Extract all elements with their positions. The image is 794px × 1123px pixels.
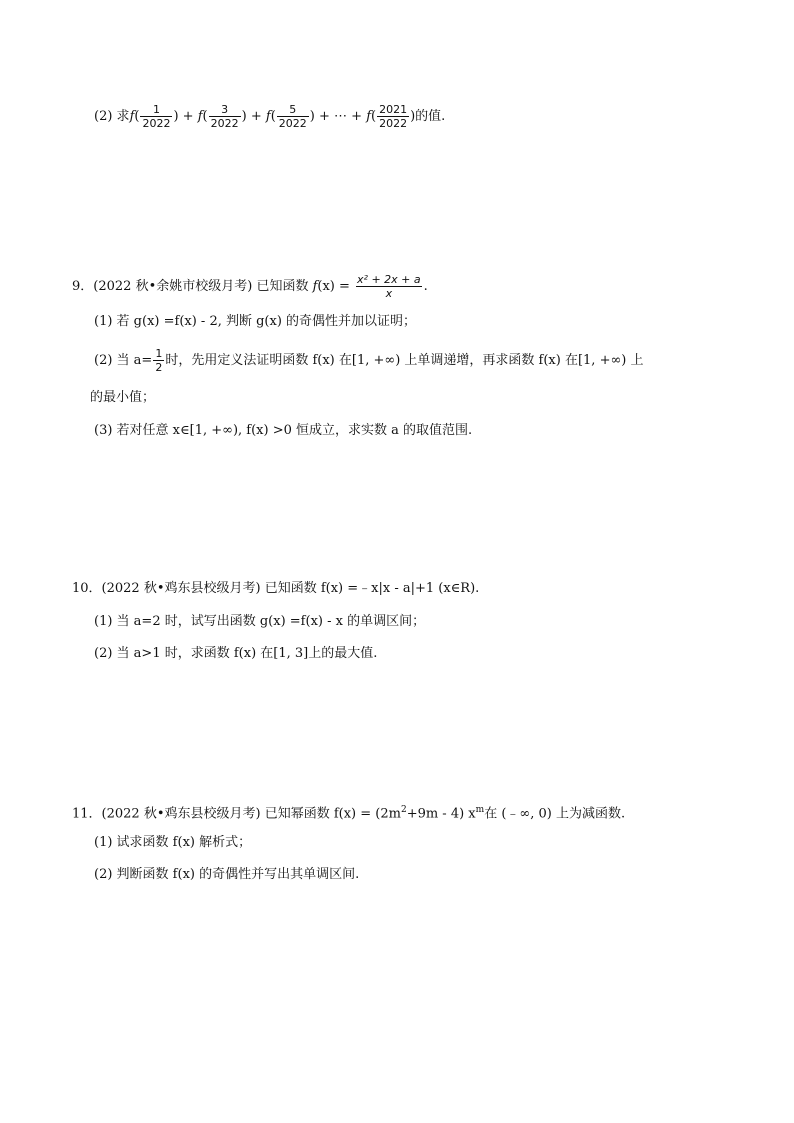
exponent: m bbox=[475, 805, 485, 815]
q8-part2 bbox=[94, 102, 445, 132]
numerator: 1 bbox=[155, 347, 163, 360]
paren: ( bbox=[202, 109, 208, 124]
q9-part2-cont: 的最小值； bbox=[90, 390, 156, 405]
fraction-1 bbox=[140, 103, 172, 130]
denominator: 2022 bbox=[142, 117, 171, 130]
paren: ) bbox=[309, 109, 315, 124]
fraction-3 bbox=[277, 103, 309, 130]
q10-stem: 10．(2022 秋•鸡东县校级月考) 已知函数 f(x) =﹣x|x - a|+1 (x∈R). bbox=[72, 581, 480, 596]
q11-stem-a: 11．(2022 秋•鸡东县校级月考) 已知幂函数 f(x) = (2m bbox=[72, 806, 401, 822]
q8-part2-prefix: (2) 求 bbox=[94, 109, 130, 124]
numerator: 1 bbox=[152, 103, 160, 116]
period: . bbox=[423, 279, 428, 294]
paren: ) bbox=[410, 109, 416, 124]
fraction-2 bbox=[209, 103, 241, 130]
paren: ( bbox=[134, 109, 140, 124]
denominator: x bbox=[356, 286, 422, 300]
q11-part1: (1) 试求函数 f(x) 解析式； bbox=[94, 835, 252, 850]
numerator: x² + 2x + a bbox=[357, 273, 421, 286]
question-number: 9． bbox=[72, 279, 94, 294]
denominator: 2022 bbox=[278, 117, 307, 130]
q9-part2 bbox=[94, 346, 644, 376]
q9-stem bbox=[72, 272, 428, 302]
denominator: 2 bbox=[155, 361, 163, 374]
q9-part2-b: 时，先用定义法证明函数 f(x) 在[1, +∞) 上单调递增，再求函数 f(x) 在[1, +∞) 上 bbox=[165, 353, 644, 368]
q11-stem-c: 在 (﹣∞, 0) 上为减函数. bbox=[484, 806, 626, 822]
question-source: (2022 秋•余姚市校级月考) 已知函数 bbox=[93, 279, 313, 294]
q10-part2: (2) 当 a>1 时，求函数 f(x) 在[1, 3]上的最大值. bbox=[94, 646, 378, 661]
q11-stem-b: +9m - 4) x bbox=[406, 806, 476, 822]
fraction-4 bbox=[377, 103, 409, 130]
q10-part1: (1) 当 a=2 时，试写出函数 g(x) =f(x) - x 的单调区间； bbox=[94, 614, 426, 629]
func-f: f bbox=[265, 109, 271, 124]
q8-part2-suffix: 的值. bbox=[415, 109, 446, 124]
q9-fraction bbox=[355, 273, 423, 300]
paren: ) bbox=[241, 109, 247, 124]
numerator: 5 bbox=[289, 103, 297, 116]
func-f: f bbox=[366, 109, 371, 124]
one-half-fraction bbox=[153, 347, 164, 374]
exponent: 2 bbox=[400, 805, 407, 815]
q9-part2-a: (2) 当 a= bbox=[94, 353, 153, 368]
paren: ) bbox=[173, 109, 179, 124]
denominator: 2022 bbox=[210, 117, 239, 130]
func-f: f bbox=[129, 109, 135, 124]
func-f: f bbox=[197, 109, 203, 124]
plus: + bbox=[250, 109, 262, 124]
ellipsis: + ⋯ + bbox=[318, 109, 363, 124]
numerator: 3 bbox=[221, 103, 229, 116]
q11-part2: (2) 判断函数 f(x) 的奇偶性并写出其单调区间. bbox=[94, 867, 360, 882]
func-arg: (x) = bbox=[317, 279, 350, 294]
plus: + bbox=[182, 109, 194, 124]
func-f: f bbox=[312, 279, 318, 294]
q9-part1: (1) 若 g(x) =f(x) - 2, 判断 g(x) 的奇偶性并加以证明； bbox=[94, 314, 417, 329]
paren: ( bbox=[371, 109, 377, 124]
numerator: 2021 bbox=[379, 103, 408, 116]
q9-part3: (3) 若对任意 x∈[1, +∞), f(x) >0 恒成立，求实数 a 的取值范围. bbox=[94, 423, 473, 438]
q11-stem bbox=[72, 800, 625, 824]
paren: ( bbox=[270, 109, 276, 124]
denominator: 2022 bbox=[379, 117, 408, 130]
